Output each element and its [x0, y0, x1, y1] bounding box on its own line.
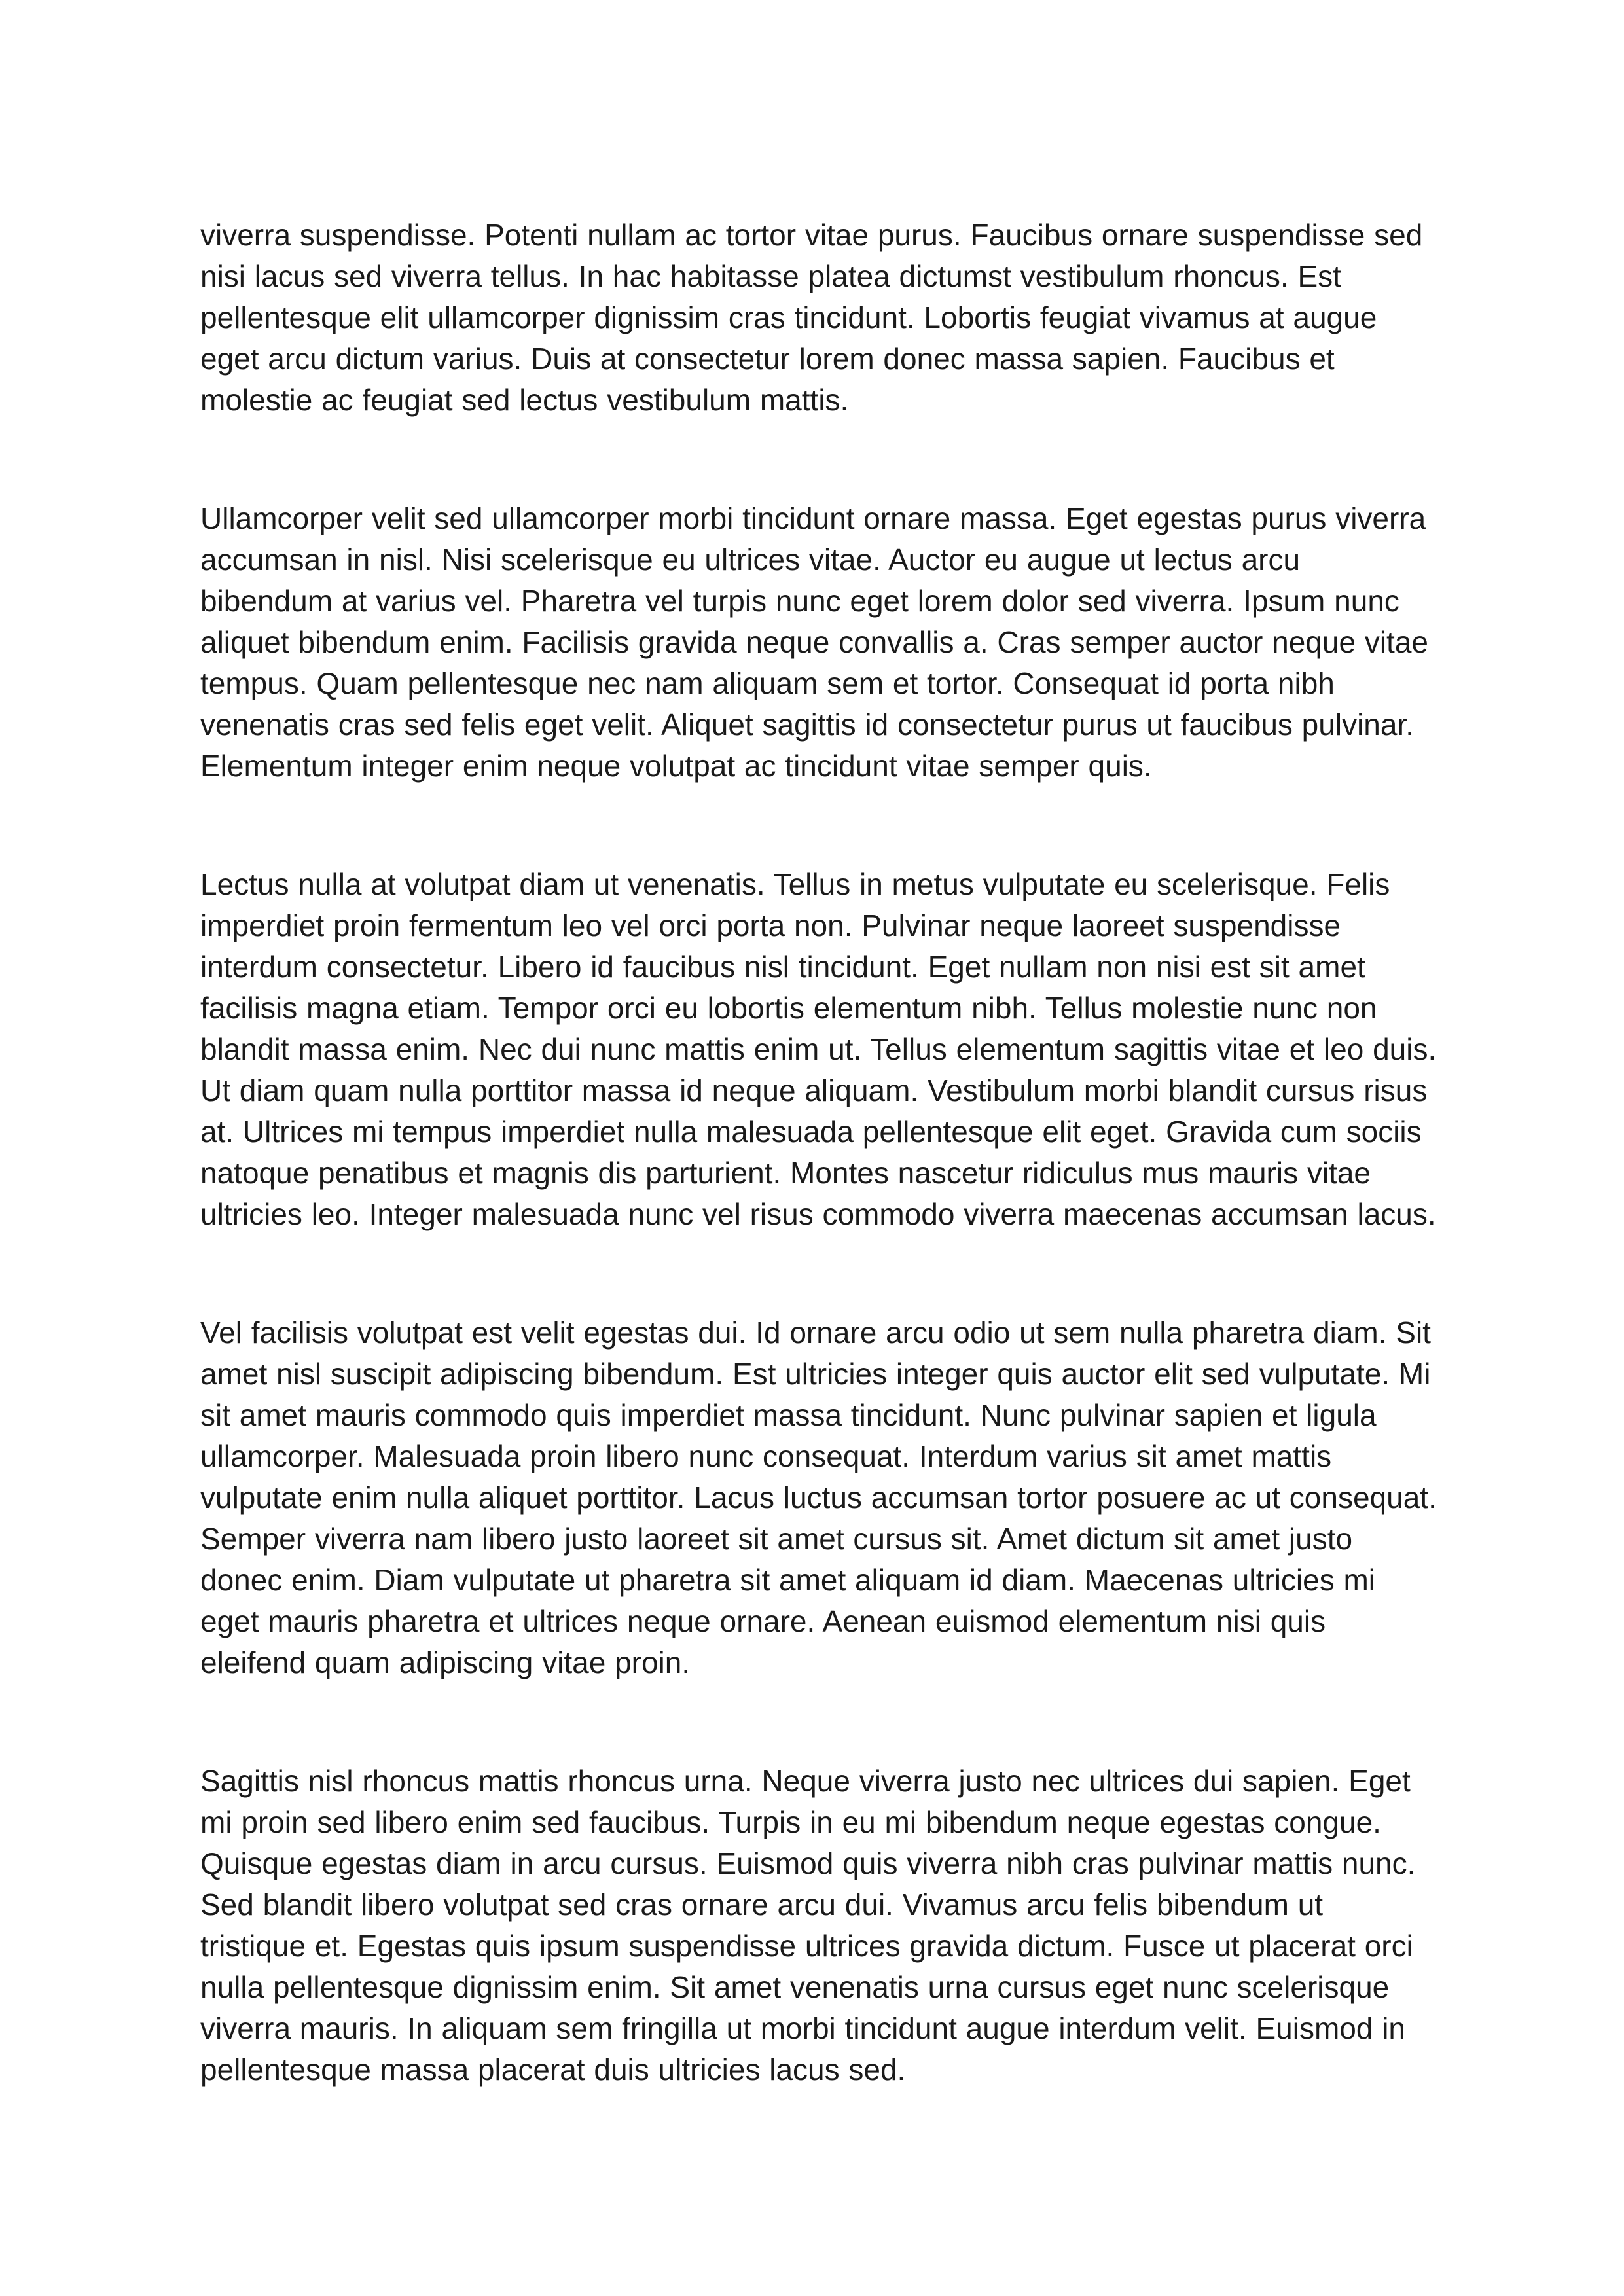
paragraph: Sagittis nisl rhoncus mattis rhoncus urna. Neque viverra justo nec ultrices dui sapien. Eget mi proin sed libero enim sed faucibus. Turpis in eu mi bibendum neque egestas congue. Quisque egestas diam in arcu cursus. Euismod quis viverra nibh cras pulvinar mattis nunc. Sed blandit libero volutpat sed cras ornare arcu dui. Vivamus arcu felis bibendum ut tristique et. Egestas quis ipsum suspendisse ultrices gravida dictum. Fusce ut placerat orci nulla pellentesque dignissim enim. Sit amet venenatis urna cursus eget nunc scelerisque viverra mauris. In aliquam sem fringilla ut morbi tincidunt augue interdum velit. Euismod in pellentesque massa placerat duis ultricies lacus sed. [200, 1764, 1416, 2087]
paragraph: viverra suspendisse. Potenti nullam ac tortor vitae purus. Faucibus ornare suspendisse sed nisi lacus sed viverra tellus. In hac habitasse platea dictumst vestibulum rhoncus. Est pellentesque elit ullamcorper dignissim cras tincidunt. Lobortis feugiat vivamus at augue eget arcu dictum varius. Duis at consectetur lorem donec massa sapien. Faucibus et molestie ac feugiat sed lectus vestibulum mattis. [200, 218, 1423, 417]
paragraph: Vel facilisis volutpat est velit egestas dui. Id ornare arcu odio ut sem nulla pharetra diam. Sit amet nisl suscipit adipiscing bibendum. Est ultricies integer quis auctor elit sed vulputate. Mi sit amet mauris commodo quis imperdiet massa tincidunt. Nunc pulvinar sapien et ligula ullamcorper. Malesuada proin libero nunc consequat. Interdum varius sit amet mattis vulputate enim nulla aliquet porttitor. Lacus luctus accumsan tortor posuere ac ut consequat. Semper viverra nam libero justo laoreet sit amet cursus sit. Amet dictum sit amet justo donec enim. Diam vulputate ut pharetra sit amet aliquam id diam. Maecenas ultricies mi eget mauris pharetra et ultrices neque ornare. Aenean euismod elementum nisi quis eleifend quam adipiscing vitae proin. [200, 1316, 1437, 1679]
paragraph: Lectus nulla at volutpat diam ut venenatis. Tellus in metus vulputate eu scelerisque. Felis imperdiet proin fermentum leo vel orci porta non. Pulvinar neque laoreet suspendisse interdum consectetur. Libero id faucibus nisl tincidunt. Eget nullam non nisi est sit amet facilisis magna etiam. Tempor orci eu lobortis elementum nibh. Tellus molestie nunc non blandit massa enim. Nec dui nunc mattis enim ut. Tellus elementum sagittis vitae et leo duis. Ut diam quam nulla porttitor massa id neque aliquam. Vestibulum morbi blandit cursus risus at. Ultrices mi tempus imperdiet nulla malesuada pellentesque elit eget. Gravida cum sociis natoque penatibus et magnis dis parturient. Montes nascetur ridiculus mus mauris vitae ultricies leo. Integer malesuada nunc vel risus commodo viverra maecenas accumsan lacus. [200, 867, 1437, 1231]
paragraph: Ullamcorper velit sed ullamcorper morbi tincidunt ornare massa. Eget egestas purus viverra accumsan in nisl. Nisi scelerisque eu ultrices vitae. Auctor eu augue ut lectus arcu bibendum at varius vel. Pharetra vel turpis nunc eget lorem dolor sed viverra. Ipsum nunc aliquet bibendum enim. Facilisis gravida neque convallis a. Cras semper auctor neque vitae tempus. Quam pellentesque nec nam aliquam sem et tortor. Consequat id porta nibh venenatis cras sed felis eget velit. Aliquet sagittis id consectetur purus ut faucibus pulvinar. Elementum integer enim neque volutpat ac tincidunt vitae semper quis. [200, 501, 1428, 783]
